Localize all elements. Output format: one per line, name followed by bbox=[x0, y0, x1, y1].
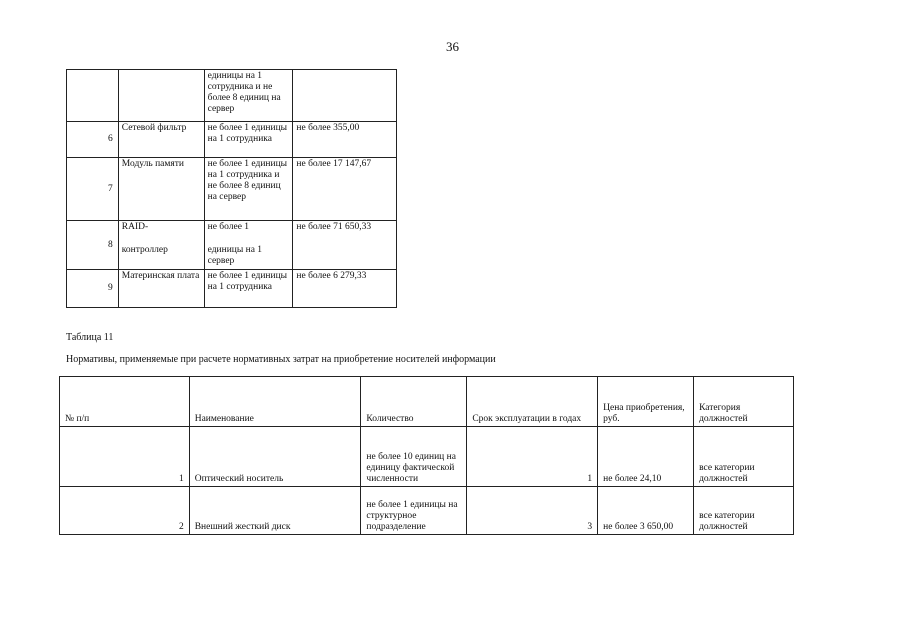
table-row bbox=[67, 158, 397, 221]
table-header-row bbox=[60, 377, 794, 427]
table-title: Нормативы, применяемые при расчете нормативных затрат на приобретение носителей информации bbox=[66, 354, 496, 365]
item-price: не более 17 147,67 bbox=[293, 158, 397, 221]
table-row bbox=[60, 427, 794, 487]
media-norms-table bbox=[59, 376, 794, 535]
row-number: 8 bbox=[67, 221, 119, 270]
item-quantity-part: не более 1 bbox=[207, 222, 250, 232]
item-category: все категории должностей bbox=[694, 427, 794, 487]
item-price: не более 355,00 bbox=[293, 122, 397, 158]
table-label: Таблица 11 bbox=[66, 332, 114, 343]
table-row bbox=[60, 487, 794, 535]
item-price bbox=[293, 70, 397, 122]
item-name: Внешний жесткий диск bbox=[189, 487, 361, 535]
item-quantity: не более 1 единицы на 1 сотрудника bbox=[204, 270, 293, 308]
header-num: № п/п bbox=[60, 377, 190, 427]
item-name bbox=[118, 70, 204, 122]
row-number: 6 bbox=[67, 122, 119, 158]
item-quantity: не более 1 единицы на 1 сотрудника bbox=[204, 122, 293, 158]
item-name: Оптический носитель bbox=[189, 427, 361, 487]
item-quantity: не более 1 единицы на 1 сотрудника и не более 8 единиц на сервер bbox=[204, 158, 293, 221]
header-term: Срок эксплуатации в годах bbox=[467, 377, 598, 427]
item-name: Материнская плата bbox=[118, 270, 204, 308]
item-price: не более 3 650,00 bbox=[598, 487, 694, 535]
item-term: 1 bbox=[467, 427, 598, 487]
item-term: 3 bbox=[467, 487, 598, 535]
equipment-table-continued bbox=[66, 69, 397, 308]
table-row bbox=[67, 270, 397, 308]
row-number bbox=[67, 70, 119, 122]
row-number: 2 bbox=[60, 487, 190, 535]
item-price: не более 24,10 bbox=[598, 427, 694, 487]
item-name: Модуль памяти bbox=[118, 158, 204, 221]
item-quantity: не более 10 единиц на единицу фактической численности bbox=[361, 427, 467, 487]
item-name: Сетевой фильтр bbox=[118, 122, 204, 158]
item-price: не более 71 650,33 bbox=[293, 221, 397, 270]
table-row bbox=[67, 122, 397, 158]
item-name bbox=[118, 221, 204, 270]
header-category: Категория должностей bbox=[694, 377, 794, 427]
table-row bbox=[67, 221, 397, 270]
row-number: 1 bbox=[60, 427, 190, 487]
item-price: не более 6 279,33 bbox=[293, 270, 397, 308]
header-name: Наименование bbox=[189, 377, 361, 427]
table-row bbox=[67, 70, 397, 122]
row-number: 7 bbox=[67, 158, 119, 221]
header-quantity: Количество bbox=[361, 377, 467, 427]
item-quantity: не более 1 единицы на структурное подразделение bbox=[361, 487, 467, 535]
header-price: Цена приобретения, руб. bbox=[598, 377, 694, 427]
item-category: все категории должностей bbox=[694, 487, 794, 535]
item-quantity: единицы на 1 сотрудника и не более 8 единиц на сервер bbox=[204, 70, 293, 122]
item-quantity bbox=[204, 221, 293, 270]
item-name-part: RAID- bbox=[121, 222, 149, 232]
item-name-part: контроллер bbox=[121, 245, 168, 255]
row-number: 9 bbox=[67, 270, 119, 308]
page-number: 36 bbox=[446, 39, 459, 54]
item-quantity-part: единицы на 1 сервер bbox=[207, 245, 263, 266]
